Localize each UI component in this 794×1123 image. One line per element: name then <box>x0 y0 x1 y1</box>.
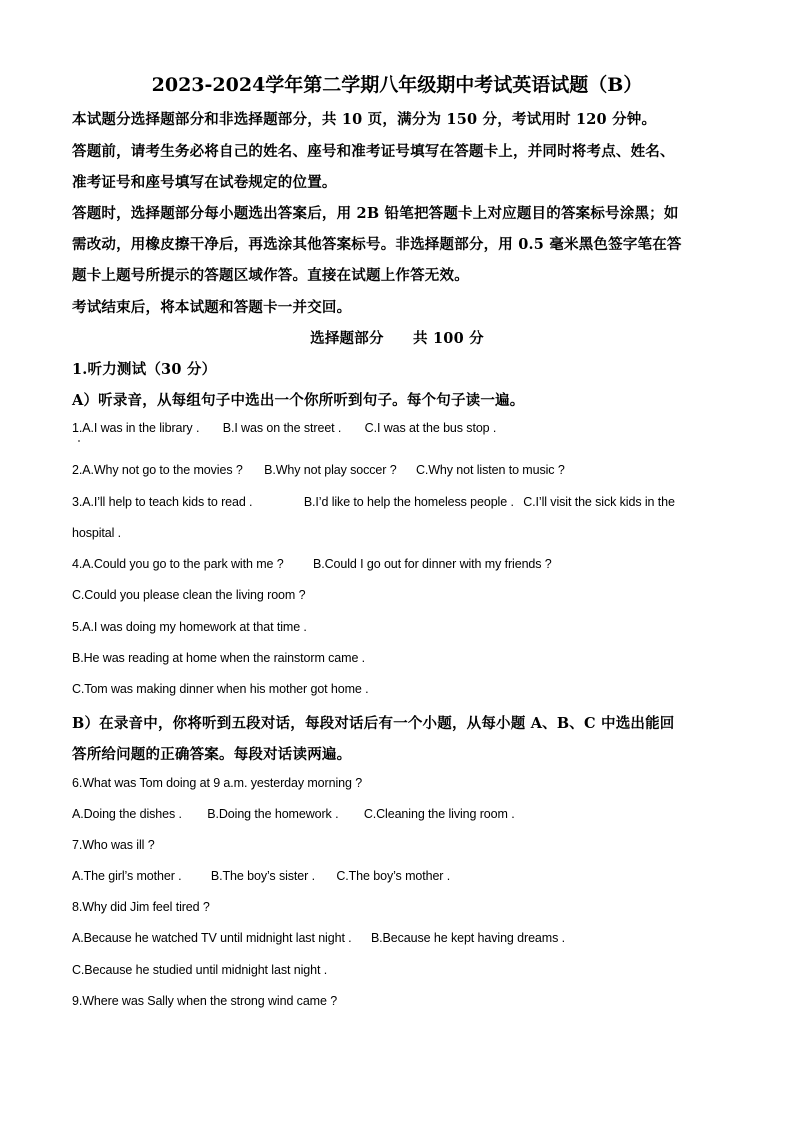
listening-heading: 1.听力测试（30 分） <box>72 361 217 378</box>
question-2 <box>72 463 732 477</box>
q4-option-c: C.Could you please clean the living room ? <box>72 588 306 602</box>
q3-option-b: B.I’d like to help the homeless people . <box>303 495 514 509</box>
part-a-heading: A）听录音，从每组句子中选出一个你所听到句子。每个句子读一遍。 <box>72 392 525 409</box>
q1-option-b: B.I was on the street . <box>222 421 342 435</box>
q7-option-b: B.The boy’s sister . <box>210 869 315 883</box>
q2-option-a: 2.A.Why not go to the movies ? <box>72 463 243 477</box>
instruction-line-7: 考试结束后，将本试题和答题卡一并交回。 <box>72 299 352 316</box>
q5-option-b: B.He was reading at home when the rainstorm came . <box>72 651 366 665</box>
q8-option-b: B.Because he kept having dreams . <box>370 931 565 945</box>
q5-option-a: 5.A.I was doing my homework at that time . <box>72 620 307 634</box>
instruction-line-6: 题卡上题号所提示的答题区域作答。直接在试题上作答无效。 <box>72 267 469 284</box>
q8-stem: 8.Why did Jim feel tired ? <box>72 900 210 914</box>
q6-stem: 6.What was Tom doing at 9 a.m. yesterday morning ? <box>72 776 363 790</box>
instruction-line-1: 本试题分选择题部分和非选择题部分，共 10 页，满分为 150 分，考试用时 120 分钟。 <box>72 111 657 128</box>
q2-option-b: B.Why not play soccer ? <box>264 463 397 477</box>
instruction-line-3: 准考证号和座号填写在试卷规定的位置。 <box>72 174 337 191</box>
instruction-line-2: 答题前，请考生务必将自己的姓名、座号和准考证号填写在答题卡上，并同时将考点、姓名、 <box>72 143 675 160</box>
question-4 <box>72 557 732 571</box>
q1-option-a: 1.A.I was in the library . <box>72 421 200 435</box>
part-b-heading-line-2: 答所给问题的正确答案。每段对话读两遍。 <box>72 746 352 763</box>
question-3 <box>72 495 732 509</box>
question-7-options <box>72 869 732 883</box>
q4-option-b: B.Could I go out for dinner with my friends ? <box>312 557 552 571</box>
q7-stem: 7.Who was ill ? <box>72 838 155 852</box>
q6-option-c: C.Cleaning the living room . <box>363 807 515 821</box>
question-6-options <box>72 807 732 821</box>
q8-option-c: C.Because he studied until midnight last night . <box>72 963 328 977</box>
q8-option-a: A.Because he watched TV until midnight last night . <box>72 931 352 945</box>
page-title: 2023-2024学年第二学期八年级期中考试英语试题（B） <box>151 74 643 96</box>
q3-option-c-continued: hospital . <box>72 526 122 540</box>
instruction-line-5: 需改动，用橡皮擦干净后，再选涂其他答案标号。非选择题部分，用 0.5 毫米黑色签字笔在答 <box>72 236 682 253</box>
stray-mark <box>78 440 80 442</box>
q1-option-c: C.I was at the bus stop . <box>364 421 497 435</box>
part-b-heading-line-1: B）在录音中，你将听到五段对话，每段对话后有一个小题，从每小题 A、B、C 中选出能回 <box>72 715 675 732</box>
question-1 <box>72 421 732 435</box>
q3-option-c: C.I’ll visit the sick kids in the <box>523 495 675 509</box>
q7-option-c: C.The boy’s mother . <box>336 869 451 883</box>
question-8-options <box>72 931 732 945</box>
q6-option-b: B.Doing the homework . <box>207 807 339 821</box>
q4-option-a: 4.A.Could you go to the park with me ? <box>72 557 284 571</box>
section-header: 选择题部分 共 100 分 <box>310 330 484 347</box>
q3-option-a: 3.A.I’ll help to teach kids to read . <box>72 495 253 509</box>
q9-stem: 9.Where was Sally when the strong wind came ? <box>72 994 338 1008</box>
q6-option-a: A.Doing the dishes . <box>72 807 182 821</box>
q5-option-c: C.Tom was making dinner when his mother got home . <box>72 682 369 696</box>
q7-option-a: A.The girl’s mother . <box>72 869 182 883</box>
q2-option-c: C.Why not listen to music ? <box>415 463 565 477</box>
instruction-line-4: 答题时，选择题部分每小题选出答案后，用 2B 铅笔把答题卡上对应题目的答案标号涂黑；如 <box>72 205 679 222</box>
